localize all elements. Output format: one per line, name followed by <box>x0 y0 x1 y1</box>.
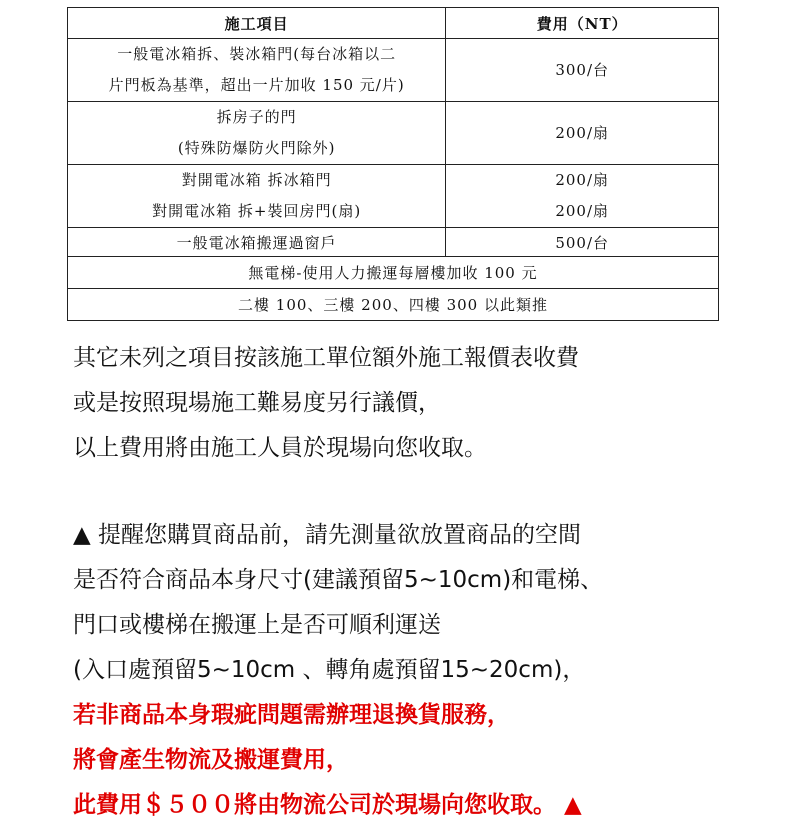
cost-value: 200/扇 <box>555 202 610 220</box>
note-line: 其它未列之項目按該施工單位額外施工報價表收費 <box>73 345 579 371</box>
spacer <box>73 471 773 513</box>
pricing-note <box>73 336 773 471</box>
cost-value: 200/扇 <box>555 171 610 189</box>
table-footer-row <box>68 257 719 289</box>
note-line: 或是按照現場施工難易度另行議價， <box>73 390 441 416</box>
table-row <box>68 39 719 102</box>
table-footer-row <box>68 289 719 321</box>
header-item: 施工項目 <box>68 8 446 39</box>
item-cell: 一般電冰箱搬運過窗戶 <box>68 228 446 257</box>
warning-line: 若非商品本身瑕疵問題需辦理退換貨服務， <box>73 702 510 728</box>
note-line: 是否符合商品本身尺寸(建議預留5~10cm)和電梯、 <box>73 567 604 593</box>
item-line: 片門板為基準，超出一片加收 150 元/片) <box>108 76 405 94</box>
item-cell <box>68 39 446 102</box>
footer-note: 二樓 100、三樓 200、四樓 300 以此類推 <box>68 289 719 321</box>
item-line: 對開電冰箱 拆冰箱門 <box>181 171 332 189</box>
table-row <box>68 228 719 257</box>
cost-cell <box>446 165 719 228</box>
cost-value: 300/台 <box>555 60 610 79</box>
table-row <box>68 165 719 228</box>
note-line: ▲ 提醒您購買商品前，請先測量欲放置商品的空間 <box>73 522 581 548</box>
cost-cell <box>446 39 719 102</box>
reminder-note <box>73 513 773 693</box>
note-line: 以上費用將由施工人員於現場向您收取。 <box>73 435 487 461</box>
fee-table <box>67 7 719 321</box>
note-line: (入口處預留5~10cm 、轉角處預留15~20cm)， <box>73 657 586 683</box>
item-line: (特殊防爆防火門除外) <box>177 139 336 157</box>
cost-cell: 500/台 <box>446 228 719 257</box>
item-cell <box>68 165 446 228</box>
header-cost: 費用（NT） <box>446 8 719 39</box>
warning-line: 將會產生物流及搬運費用， <box>73 747 349 773</box>
cost-cell <box>446 102 719 165</box>
warning-line: 此費用＄５００將由物流公司於現場向您收取。 ▲ <box>73 792 582 818</box>
item-line: 拆房子的門 <box>216 108 297 126</box>
warning-note <box>73 693 773 828</box>
table-header-row <box>68 8 719 39</box>
footer-note: 無電梯-使用人力搬運每層樓加收 100 元 <box>68 257 719 289</box>
note-line: 門口或樓梯在搬運上是否可順利運送 <box>73 612 441 638</box>
table-row <box>68 102 719 165</box>
cost-value: 200/扇 <box>555 123 610 142</box>
notes-section <box>73 336 773 828</box>
item-line: 一般電冰箱拆、裝冰箱門(每台冰箱以二 <box>117 45 397 63</box>
item-line: 對開電冰箱 拆+裝回房門(扇) <box>152 202 362 220</box>
item-cell <box>68 102 446 165</box>
